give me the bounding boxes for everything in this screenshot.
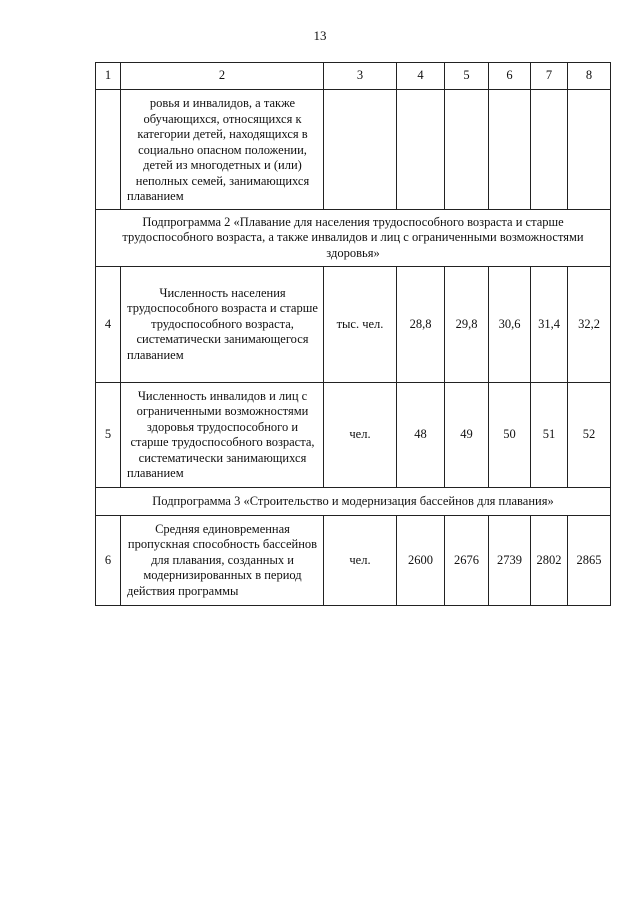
unit-cell <box>324 90 397 210</box>
table-row <box>96 383 611 488</box>
row-number-cell: 6 <box>96 516 121 606</box>
value-cell: 48 <box>397 383 445 488</box>
value-cell: 30,6 <box>489 267 531 383</box>
column-header: 2 <box>121 63 324 90</box>
unit-cell: чел. <box>324 516 397 606</box>
value-cell: 28,8 <box>397 267 445 383</box>
value-cell: 2802 <box>531 516 568 606</box>
table-header-row <box>96 63 611 90</box>
value-cell: 2676 <box>445 516 489 606</box>
indicators-table <box>95 62 611 606</box>
row-number-cell <box>96 90 121 210</box>
subprogram-row <box>96 488 611 516</box>
table-row <box>96 267 611 383</box>
value-cell: 32,2 <box>568 267 611 383</box>
table-row <box>96 90 611 210</box>
value-cell: 2865 <box>568 516 611 606</box>
row-number-cell: 4 <box>96 267 121 383</box>
page-number: 13 <box>313 28 327 43</box>
value-cell <box>445 90 489 210</box>
value-cell: 31,4 <box>531 267 568 383</box>
subprogram-2-title: Подпрограмма 2 «Плавание для населения трудоспособного возраста и старше трудоспособного возраста, а также инвалидов и лиц с ограниченными возможностями здоровья» <box>96 210 611 267</box>
value-cell <box>397 90 445 210</box>
column-header: 1 <box>96 63 121 90</box>
value-cell: 2600 <box>397 516 445 606</box>
value-cell <box>531 90 568 210</box>
column-header: 7 <box>531 63 568 90</box>
column-header: 3 <box>324 63 397 90</box>
subprogram-row <box>96 210 611 267</box>
subprogram-3-title: Подпрограмма 3 «Строительство и модернизация бассейнов для плавания» <box>96 488 611 516</box>
unit-cell: чел. <box>324 383 397 488</box>
indicator-description: Средняя единовременная пропускная способность бассейнов для плавания, созданных и модернизированных в период действия программы <box>121 516 324 606</box>
column-header: 6 <box>489 63 531 90</box>
indicator-description: Численность населения трудоспособного возраста и старше трудоспособного возраста, систематически занимающегося плаванием <box>121 267 324 383</box>
value-cell: 2739 <box>489 516 531 606</box>
table-row <box>96 516 611 606</box>
column-header: 4 <box>397 63 445 90</box>
row-number-cell: 5 <box>96 383 121 488</box>
unit-cell: тыс. чел. <box>324 267 397 383</box>
value-cell <box>489 90 531 210</box>
value-cell: 51 <box>531 383 568 488</box>
value-cell <box>568 90 611 210</box>
value-cell: 49 <box>445 383 489 488</box>
value-cell: 52 <box>568 383 611 488</box>
value-cell: 50 <box>489 383 531 488</box>
column-header: 5 <box>445 63 489 90</box>
indicator-description: Численность инвалидов и лиц с ограниченными возможностями здоровья трудоспособного и старше трудоспособного возраста, систематически занимающихся плаванием <box>121 383 324 488</box>
value-cell: 29,8 <box>445 267 489 383</box>
indicator-description: ровья и инвалидов, а также обучающихся, относящихся к категории детей, находящихся в социально опасном положении, детей из многодетных и (или) неполных семей, занимающихся плаванием <box>121 90 324 210</box>
column-header: 8 <box>568 63 611 90</box>
